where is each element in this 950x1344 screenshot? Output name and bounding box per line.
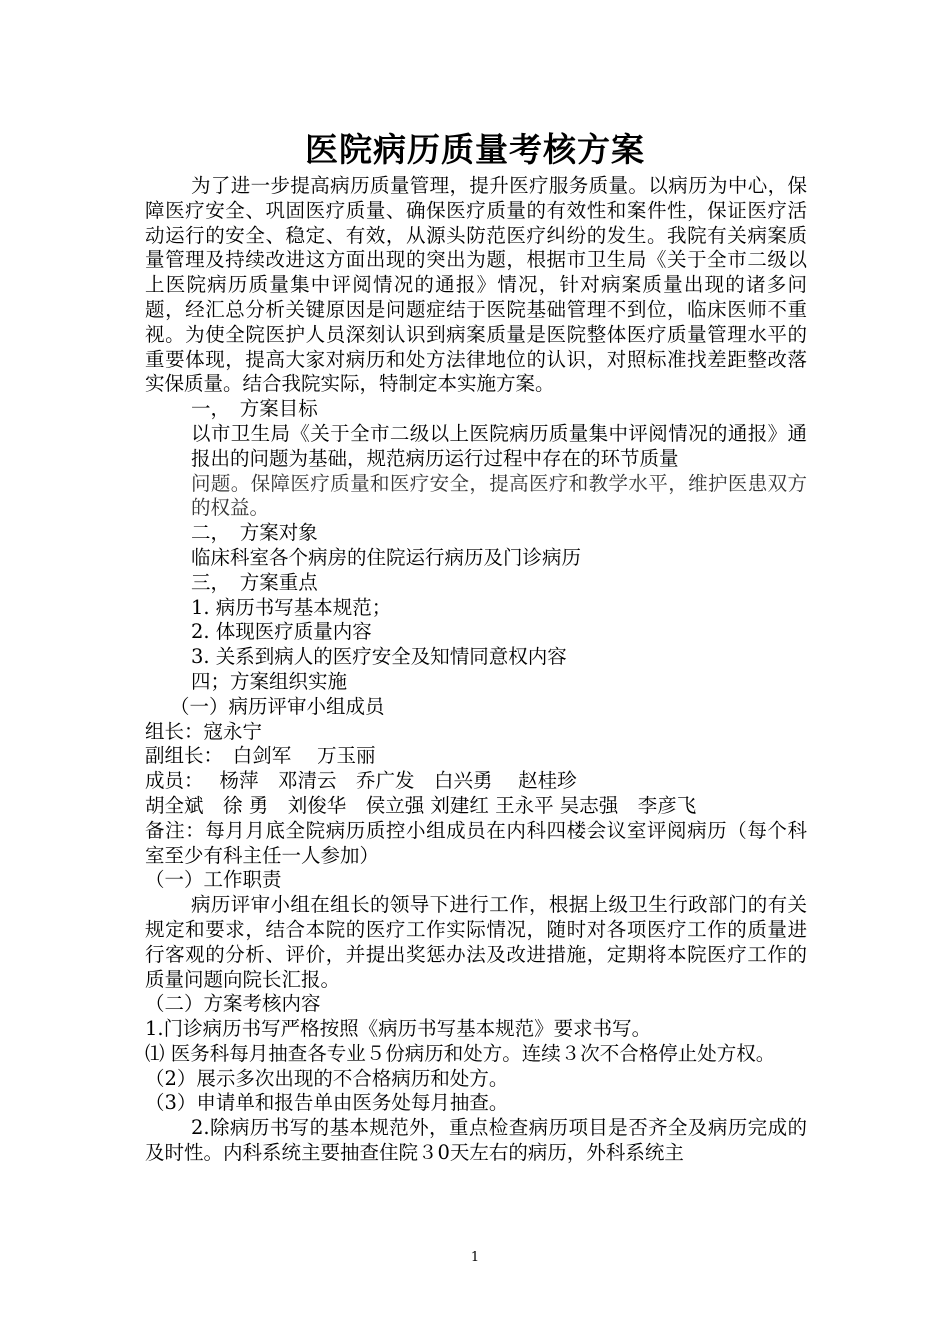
section-1-heading: 一， 方案目标 <box>191 397 318 421</box>
content-item-2: 2.除病历书写的基本规范外，重点检查病历项目是否齐全及病历完成的及时性。内科系统主要抽查住院３0天左右的病历，外科系统主 <box>145 1116 807 1165</box>
content-item-1-1: ⑴ 医务科每月抽查各专业５份病历和处方。连续３次不合格停止处方权。 <box>145 1041 776 1065</box>
intro-paragraph: 为了进一步提高病历质量管理，提升医疗服务质量。以病历为中心，保障医疗安全、巩固医疗质量、确保医疗质量的有效性和案件性，保证医疗活动运行的安全、稳定、有效，从源头防范医疗纠纷的发生。我院有关病案质量管理及持续改进这方面出现的突出为题，根据市卫生局《关于全市二级以上医院病历质量集中评阅情况的通报》情况，针对病案质量出现的诸多问题，经汇总分析关键原因是问题症结于医院基础管理不到位，临床医师不重视。为使全院医护人员深刻认识到病案质量是医院整体医疗质量管理水平的重要体现，提高大家对病历和处方法律地位的认识，对照标准找差距整改落实保质量。结合我院实际，特制定本实施方案。 <box>145 174 807 396</box>
section-2-body: 临床科室各个病房的住院运行病历及门诊病历 <box>191 545 582 569</box>
duty-heading: （一）工作职责 <box>145 868 282 892</box>
section-3-item: 2. 体现医疗质量内容 <box>191 620 372 644</box>
content-item-1: 1.门诊病历书写严格按照《病历书写基本规范》要求书写。 <box>145 1017 652 1041</box>
content-item-1-2: （2）展示多次出现的不合格病历和处方。 <box>145 1066 509 1090</box>
section-3-heading: 三， 方案重点 <box>191 570 318 594</box>
section-4-heading: 四；方案组织实施 <box>191 669 348 693</box>
section-1-body-a: 以市卫生局《关于全市二级以上医院病历质量集中评阅情况的通报》通报出的问题为基础，规范病历运行过程中存在的环节质量 <box>191 421 807 470</box>
section-3-item: 1. 病历书写基本规范； <box>191 595 392 619</box>
section-1-body-b: 问题。保障医疗质量和医疗安全，提高医疗和教学水平，维护医患双方的权益。 <box>191 471 807 520</box>
group-members-line-1: 成员： 杨萍 邓清云 乔广发 白兴勇 赵桂珍 <box>145 769 577 793</box>
group-deputy: 副组长： 白剑军 万玉丽 <box>145 744 376 768</box>
group-heading: （一）病历评审小组成员 <box>170 694 385 718</box>
section-3-item: 3. 关系到病人的医疗安全及知情同意权内容 <box>191 645 567 669</box>
group-members-line-2: 胡全斌 徐 勇 刘俊华 侯立强 刘建红 王永平 吴志强 李彦飞 <box>145 793 697 817</box>
section-2-heading: 二， 方案对象 <box>191 521 318 545</box>
content-item-1-3: （3）申请单和报告单由医务处每月抽查。 <box>145 1091 509 1115</box>
group-leader: 组长：寇永宁 <box>145 719 263 743</box>
document-body <box>145 174 807 1166</box>
document-title: 医院病历质量考核方案 <box>305 130 645 169</box>
group-note: 备注：每月月底全院病历质控小组成员在内科四楼会议室评阅病历（每个科室至少有科主任一人参加） <box>145 818 807 867</box>
page-number: 1 <box>470 1250 480 1265</box>
content-heading: （二）方案考核内容 <box>145 992 321 1016</box>
duty-paragraph: 病历评审小组在组长的领导下进行工作，根据上级卫生行政部门的有关规定和要求，结合本院的医疗工作实际情况，随时对各项医疗工作的质量进行客观的分析、评价，并提出奖惩办法及改进措施，定期将本院医疗工作的质量问题向院长汇报。 <box>145 893 807 991</box>
